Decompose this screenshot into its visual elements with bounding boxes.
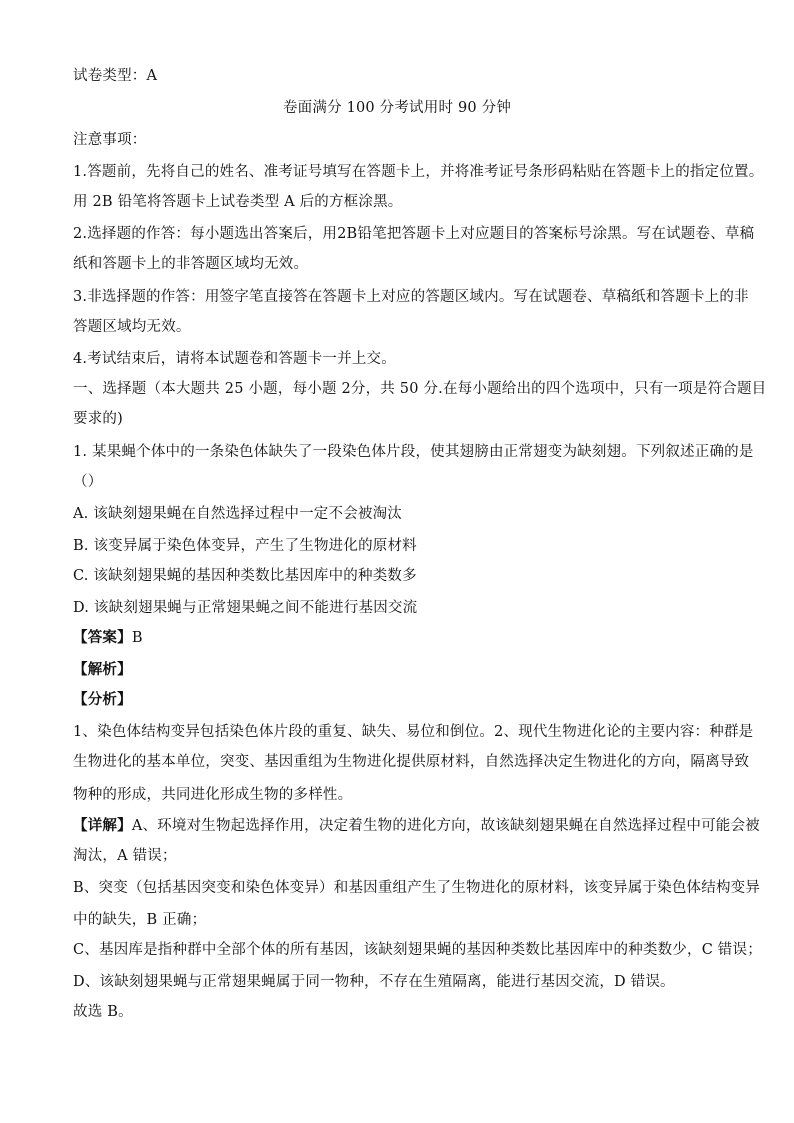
note-1-line-2: 用 2B 铅笔将答题卡上试卷类型 A 后的方框涂黑。 bbox=[73, 194, 403, 210]
option-b: B. 该变异属于染色体变异，产生了生物进化的原材料 bbox=[73, 538, 417, 554]
option-a: A. 该缺刻翅果蝇在自然选择过程中一定不会被淘汰 bbox=[73, 506, 402, 522]
question-stem-line-1: 1. 某果蝇个体中的一条染色体缺失了一段染色体片段，使其翅膀由正常翅变为缺刻翅。下列叙述正确的是 bbox=[73, 444, 754, 460]
section-heading-line-2: 要求的) bbox=[73, 411, 123, 427]
fenxi-line-3: 物种的形成，共同进化形成生物的多样性。 bbox=[73, 787, 353, 803]
exam-type: 试卷类型：A bbox=[73, 68, 158, 84]
answer-line bbox=[73, 628, 723, 648]
option-d: D. 该缺刻翅果蝇与正常翅果蝇之间不能进行基因交流 bbox=[73, 600, 418, 616]
analysis-label: 【解析】 bbox=[73, 661, 132, 678]
note-3-line-2: 答题区域均无效。 bbox=[73, 319, 191, 335]
notes-title: 注意事项： bbox=[73, 132, 147, 148]
detail-label: 【详解】 bbox=[73, 817, 132, 834]
note-1-line-1: 1.答题前，先将自己的姓名、准考证号填写在答题卡上，并将准考证号条形码粘贴在答题卡上的指定位置。 bbox=[73, 164, 764, 180]
detail-d: D、该缺刻翅果蝇与正常翅果蝇属于同一物种，不存在生殖隔离，能进行基因交流，D 错误。 bbox=[73, 974, 675, 990]
detail-c: C、基因库是指种群中全部个体的所有基因，该缺刻翅果蝇的基因种类数比基因库中的种类数少，C 错误； bbox=[73, 942, 762, 958]
note-4: 4.考试结束后，请将本试题卷和答题卡一并上交。 bbox=[73, 351, 396, 367]
note-2-line-2: 纸和答题卡上的非答题区域均无效。 bbox=[73, 256, 309, 272]
detail-a-line-1 bbox=[73, 816, 760, 836]
answer-label: 【答案】 bbox=[73, 629, 132, 646]
answer-value: B bbox=[131, 630, 143, 646]
note-3-line-1: 3.非选择题的作答：用签字笔直接答在答题卡上对应的答题区域内。写在试题卷、草稿纸和答题卡上的非 bbox=[73, 289, 749, 305]
fenxi-line-1: 1、染色体结构变异包括染色体片段的重复、缺失、易位和倒位。2、现代生物进化论的主要内容：种群是 bbox=[73, 724, 754, 740]
option-c: C. 该缺刻翅果蝇的基因种类数比基因库中的种类数多 bbox=[73, 568, 417, 584]
question-stem-line-2: （） bbox=[73, 474, 103, 490]
detail-a-line-2: 淘汰，A 错误； bbox=[73, 848, 177, 864]
fenxi-line-2: 生物进化的基本单位，突变、基因重组为生物进化提供原材料，自然选择决定生物进化的方向，隔离导致 bbox=[73, 754, 750, 770]
detail-b-line-2: 中的缺失，B 正确； bbox=[73, 912, 207, 928]
section-heading-line-1: 一、选择题（本大题共 25 小题，每小题 2分，共 50 分.在每小题给出的四个选项中，只有一项是符合题目 bbox=[73, 381, 767, 397]
fenxi-label: 【分析】 bbox=[73, 691, 132, 708]
detail-a-text: A、环境对生物起选择作用，决定着生物的进化方向，故该缺刻翅果蝇在自然选择过程中可能会被 bbox=[131, 818, 760, 834]
detail-b-line-1: B、突变（包括基因突变和染色体变异）和基因重组产生了生物进化的原材料，该变异属于染色体结构变异 bbox=[73, 880, 761, 896]
conclusion: 故选 B。 bbox=[73, 1004, 133, 1020]
score-time: 卷面满分 100 分考试用时 90 分钟 bbox=[282, 100, 512, 116]
note-2-line-1: 2.选择题的作答：每小题选出答案后，用2B铅笔把答题卡上对应题目的答案标号涂黑。写在试题卷、草稿 bbox=[73, 226, 755, 242]
